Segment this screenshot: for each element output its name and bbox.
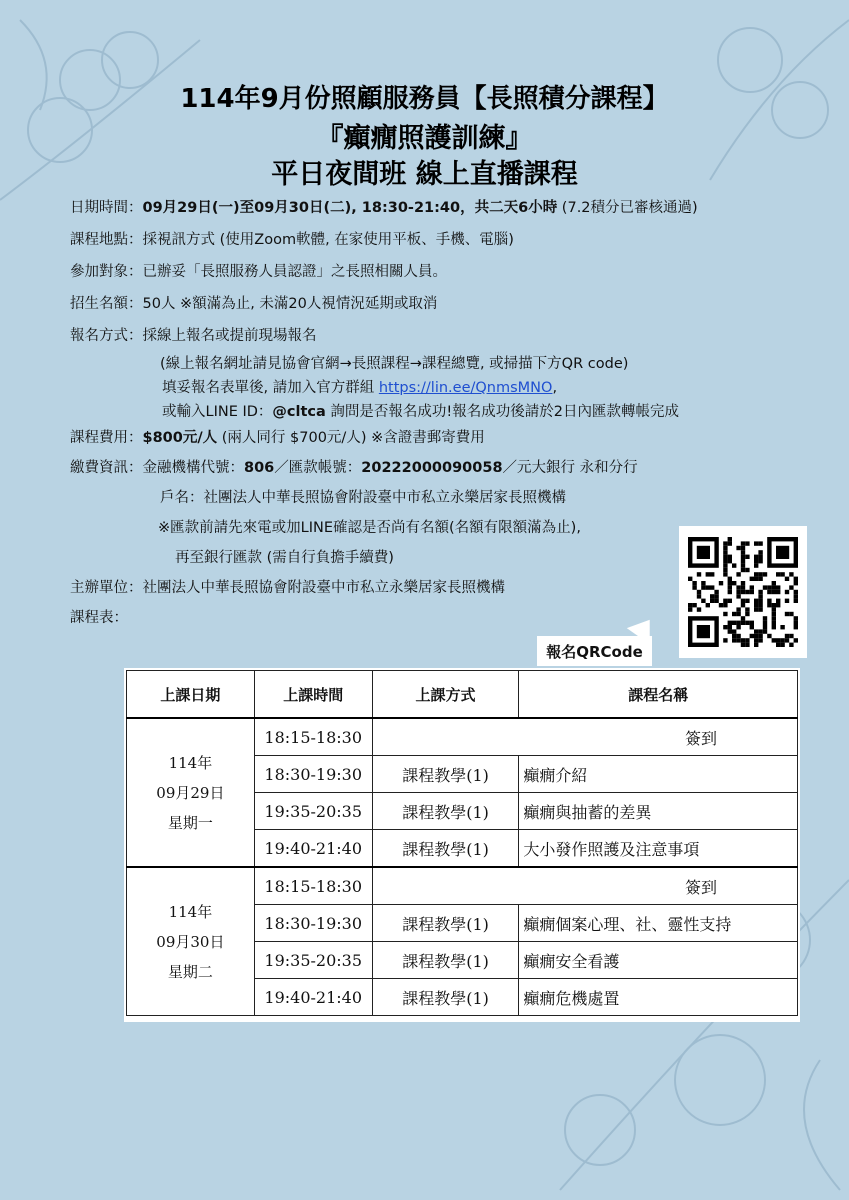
mode-cell: 課程教學(1): [372, 830, 519, 868]
fee-row: [70, 426, 485, 447]
day1-date-cell: [127, 718, 255, 867]
schedule-table: [126, 670, 798, 1016]
mode-cell: 課程教學(1): [372, 793, 519, 830]
mode-cell: 課程教學(1): [372, 756, 519, 793]
fee-note: (兩人同行 $700元/人) ※含證書郵寄費用: [217, 430, 485, 446]
date-credits: (7.2積分已審核通過): [557, 200, 698, 216]
schedule-label: 課程表：: [70, 610, 128, 626]
time-cell: 19:35-20:35: [254, 942, 372, 979]
schedule-table-container: [124, 668, 800, 1022]
signup-label: 報名方式：: [70, 328, 143, 344]
time-cell: 19:40-21:40: [254, 979, 372, 1016]
payment-text-b: ／匯款帳號：: [274, 460, 362, 476]
payment-text-a: 金融機構代號：: [142, 460, 244, 476]
payment-text-c: ／元大銀行 永和分行: [502, 460, 638, 476]
date-duration: ，共二天6小時: [460, 200, 558, 216]
table-row: [127, 718, 798, 756]
course-name-cell: 簽到: [372, 718, 797, 756]
host-row: [70, 576, 505, 597]
title-line-3: 平日夜間班 線上直播課程: [271, 159, 578, 190]
header-time: 上課時間: [254, 671, 372, 719]
quota-label: 招生名額：: [70, 296, 143, 312]
date-value: 09月29日(一)至09月30日(二), 18:30-21:40: [142, 200, 461, 216]
course-name-cell: 簽到: [372, 867, 797, 905]
host-value: 社團法人中華長照協會附設臺中市私立永樂居家長照機構: [142, 580, 505, 596]
time-cell: 18:30-19:30: [254, 905, 372, 942]
place-label: 課程地點：: [70, 232, 143, 248]
payment-row: [70, 456, 638, 477]
header-date: 上課日期: [127, 671, 255, 719]
signup-note-3-rest: 詢問是否報名成功!報名成功後請於2日內匯款轉帳完成: [325, 404, 679, 420]
course-name-cell: 癲癇安全看護: [519, 942, 798, 979]
host-label: 主辦單位：: [70, 580, 143, 596]
payment-label: 繳費資訊：: [70, 460, 143, 476]
day1-weekday: 星期一: [167, 813, 213, 832]
signup-note-3-text: 或輸入LINE ID：: [162, 404, 273, 420]
signup-value: 採線上報名或提前現場報名: [142, 328, 317, 344]
title-line-1: 114年9月份照顧服務員【長照積分課程】: [180, 84, 669, 114]
signup-note-3: [162, 400, 679, 421]
signup-row: [70, 324, 317, 345]
signup-note-1: (線上報名網址請見協會官網→長照課程→課程總覽, 或掃描下方QR code): [160, 356, 629, 372]
course-name-cell: 大小發作照護及注意事項: [519, 830, 798, 868]
time-cell: 19:40-21:40: [254, 830, 372, 868]
fee-label: 課程費用：: [70, 430, 143, 446]
course-name-cell: 癲癇介紹: [519, 756, 798, 793]
signup-note-2: [162, 376, 557, 397]
qr-code[interactable]: [679, 526, 807, 658]
course-name-cell: 癲癇與抽蓄的差異: [519, 793, 798, 830]
day2-weekday: 星期二: [167, 962, 213, 981]
payment-note-2: 再至銀行匯款 (需自行負擔手續費): [175, 550, 394, 566]
header-course: 課程名稱: [519, 671, 798, 719]
target-label: 參加對象：: [70, 264, 143, 280]
title-line-2: 『癲癇照護訓練』: [316, 123, 533, 154]
signup-note-2-end: ,: [552, 380, 558, 396]
fee-value: $800元/人: [142, 430, 218, 446]
time-cell: 18:15-18:30: [254, 867, 372, 905]
date-row: [70, 196, 698, 217]
date-label: 日期時間：: [70, 200, 143, 216]
target-value: 已辦妥「長照服務人員認證」之長照相關人員。: [142, 264, 447, 280]
mode-cell: 課程教學(1): [372, 905, 519, 942]
payment-note-1: ※匯款前請先來電或加LINE確認是否尚有名額(名額有限額滿為止),: [158, 520, 581, 536]
table-row: [127, 867, 798, 905]
time-cell: 18:15-18:30: [254, 718, 372, 756]
day1-year: 114年: [168, 753, 213, 772]
target-row: [70, 260, 447, 281]
quota-value: 50人 ※額滿為止, 未滿20人視情況延期或取消: [142, 296, 438, 312]
table-header-row: [127, 671, 798, 719]
qr-code-image: [679, 526, 807, 658]
day2-date-cell: [127, 867, 255, 1016]
signup-note-2-text: 填妥報名表單後, 請加入官方群組: [162, 380, 379, 396]
day1-date: 09月29日: [156, 783, 225, 802]
line-group-link[interactable]: https://lin.ee/QnmsMNO: [378, 380, 553, 396]
line-id: @cltca: [272, 404, 326, 420]
bank-account: 20222000090058: [361, 460, 503, 476]
header-mode: 上課方式: [372, 671, 519, 719]
mode-cell: 課程教學(1): [372, 979, 519, 1016]
place-row: [70, 228, 514, 249]
time-cell: 18:30-19:30: [254, 756, 372, 793]
course-name-cell: 癲癇個案心理、社、靈性支持: [519, 905, 798, 942]
mode-cell: 課程教學(1): [372, 942, 519, 979]
place-value: 採視訊方式 (使用Zoom軟體, 在家使用平板、手機、電腦): [142, 232, 514, 248]
qr-label: 報名QRCode: [537, 636, 652, 666]
day2-date: 09月30日: [156, 932, 225, 951]
bank-code: 806: [244, 460, 275, 476]
day2-year: 114年: [168, 902, 213, 921]
quota-row: [70, 292, 437, 313]
course-name-cell: 癲癇危機處置: [519, 979, 798, 1016]
account-name: 戶名：社團法人中華長照協會附設臺中市私立永樂居家長照機構: [160, 490, 566, 506]
time-cell: 19:35-20:35: [254, 793, 372, 830]
